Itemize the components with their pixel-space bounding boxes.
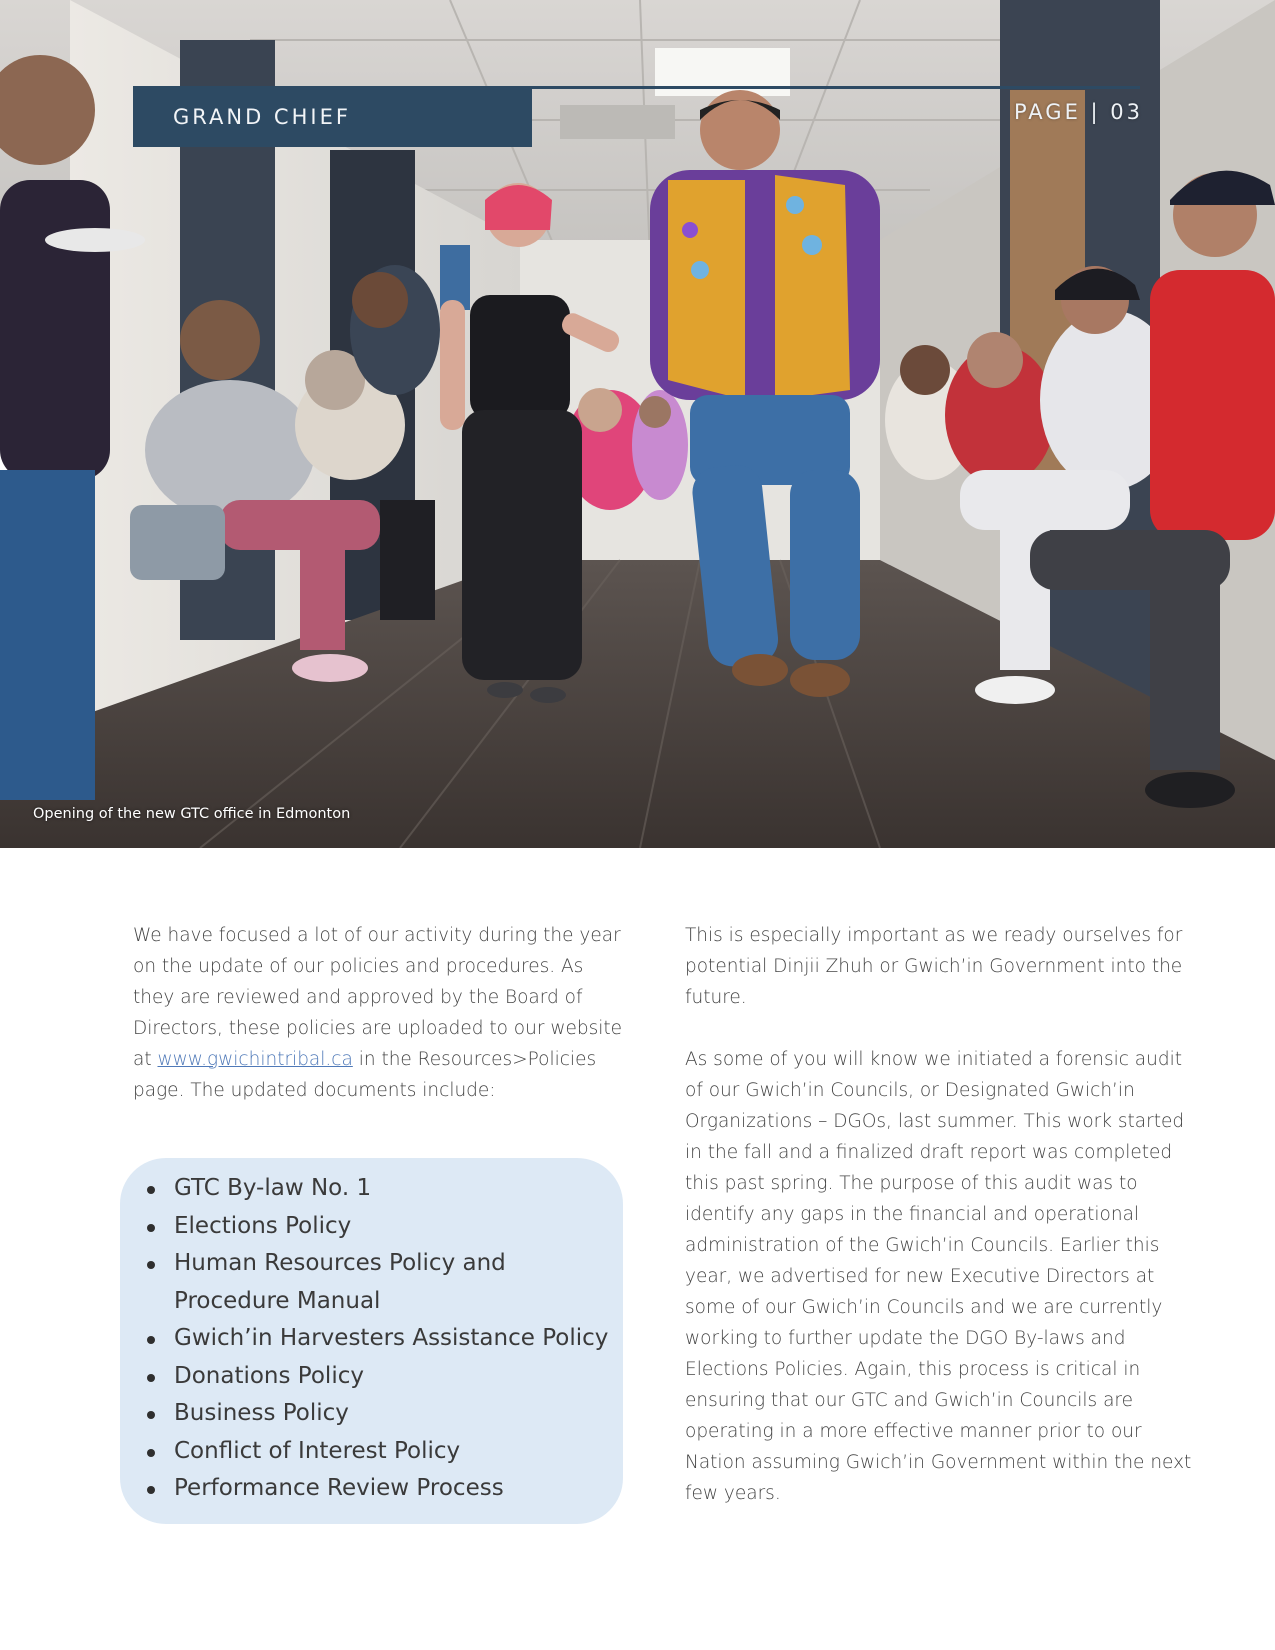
list-item: Business Policy: [146, 1395, 608, 1433]
left-column: [133, 920, 625, 1137]
intro-text-before-link: We have focused a lot of our activity during the year on the update of our policies and procedures. As they are reviewed and approved by the Board of Directors, these policies are uploaded to our website at: [133, 925, 622, 1070]
intro-paragraph: [133, 920, 625, 1106]
government-paragraph: This is especially important as we ready ourselves for potential Dinjii Zhuh or Gwich’in Government into the future.: [685, 925, 1183, 1008]
page-number: PAGE | 03: [1013, 100, 1143, 124]
list-item: GTC By-law No. 1: [146, 1170, 608, 1208]
audit-paragraph: As some of you will know we initiated a forensic audit of our Gwich’in Councils, or Designated Gwich’in Organizations – DGOs, last summer. This work started in the fall and a finalized draft report was completed this past spring. The purpose of this audit was to identify any gaps in the financial and operational administration of the Gwich’in Councils. Earlier this year, we advertised for new Executive Directors at some of our Gwich’in Councils and we are currently working to further update the DGO By-laws and Elections Policies. Again, this process is critical in ensuring that our GTC and Gwich’in Councils are operating in a more effective manner prior to our Nation assuming Gwich’in Government within the next few years.: [685, 1049, 1192, 1504]
website-link[interactable]: www.gwichintribal.ca: [157, 1049, 353, 1070]
right-column: [685, 920, 1195, 1540]
list-item: Human Resources Policy and Procedure Manual: [146, 1245, 516, 1320]
intro-text-after-link: in the Resources>Policies page. The updated documents include:: [133, 1049, 597, 1101]
list-item: Elections Policy: [146, 1208, 608, 1246]
policy-list: [146, 1170, 608, 1508]
list-item: Gwich’in Harvesters Assistance Policy: [146, 1320, 608, 1358]
photo-caption: Opening of the new GTC office in Edmonton: [33, 806, 351, 822]
header-rule: [532, 86, 1140, 89]
list-item: Donations Policy: [146, 1358, 608, 1396]
policy-list-box: [120, 1158, 623, 1524]
list-item: Conflict of Interest Policy: [146, 1433, 608, 1471]
list-item: Performance Review Process: [146, 1470, 608, 1508]
section-title: GRAND CHIEF: [133, 86, 532, 147]
